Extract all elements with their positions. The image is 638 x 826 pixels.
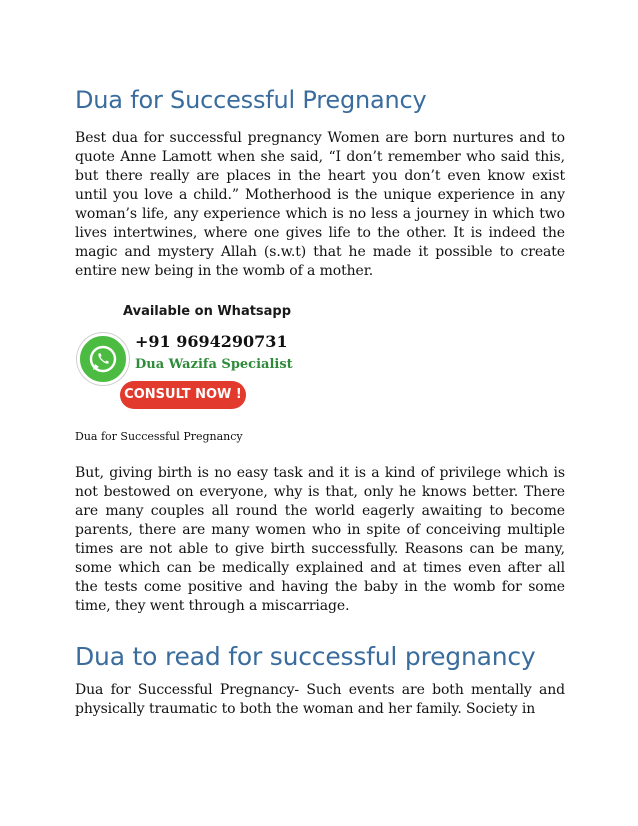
intro-paragraph: Best dua for successful pregnancy Women are born nurtures and to quote Anne Lamott when she said, “I don’t remember who said this, but there really are places in the heart you don’t even know exist until you love a child.” Motherhood is the unique experience in any woman’s life, any experience which is no less a journey in which two lives intertwines, where one gives life to the other. It is indeed the magic and mystery Allah (s.w.t) that he made it possible to create entire new being in the womb of a mother. xyxy=(75,130,565,279)
consult-now-button[interactable]: CONSULT NOW ! xyxy=(120,381,246,409)
whatsapp-icon xyxy=(77,333,129,385)
page-title: Dua for Successful Pregnancy xyxy=(75,86,427,114)
available-text: Available on Whatsapp xyxy=(123,304,292,319)
image-caption: Dua for Successful Pregnancy xyxy=(75,430,243,443)
specialist-label: Dua Wazifa Specialist xyxy=(135,357,293,372)
phone-number[interactable]: +91 9694290731 xyxy=(135,332,288,351)
section-paragraph: Dua for Successful Pregnancy- Such events are both mentally and physically traumatic to both the woman and her family. Society in xyxy=(75,682,565,717)
whatsapp-banner[interactable] xyxy=(75,301,295,416)
section-heading: Dua to read for successful pregnancy xyxy=(75,642,536,671)
body-paragraph: But, giving birth is no easy task and it is a kind of privilege which is not bestowed on everyone, why is that, only he knows better. There are many couples all round the world eagerly awaiting to become parents, there are many women who in spite of conceiving multiple times are not able to give birth successfully. Reasons can be many, some which can be medically explained and at times even after all the tests come positive and having the baby in the womb for some time, they went through a miscarriage. xyxy=(75,465,565,614)
document-page xyxy=(75,82,565,719)
